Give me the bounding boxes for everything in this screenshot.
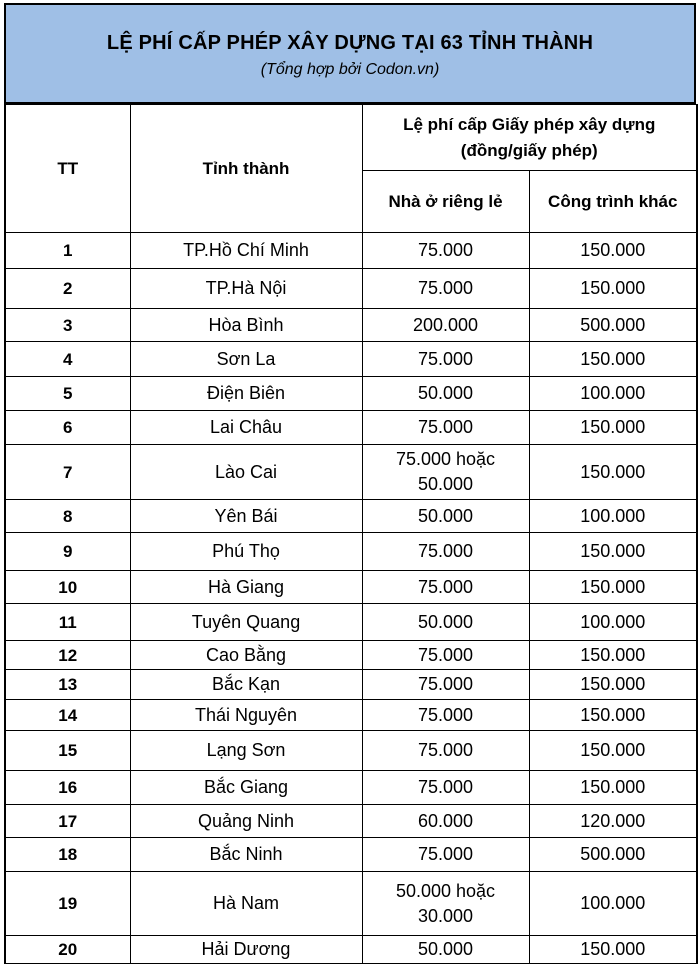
- row-index: 15: [5, 731, 130, 771]
- row-index: 20: [5, 936, 130, 964]
- row-province: Bắc Kạn: [130, 670, 362, 700]
- row-other-fee: 100.000: [529, 872, 697, 936]
- row-other-fee: 150.000: [529, 411, 697, 445]
- row-other-fee: 150.000: [529, 731, 697, 771]
- row-index: 1: [5, 233, 130, 269]
- fee-table: [4, 104, 698, 964]
- row-other-fee: 500.000: [529, 838, 697, 872]
- row-index: 10: [5, 571, 130, 604]
- row-index: 6: [5, 411, 130, 445]
- table-row: [5, 838, 697, 872]
- row-other-fee: 500.000: [529, 309, 697, 342]
- row-house-fee: 75.000: [362, 838, 529, 872]
- row-province: Hải Dương: [130, 936, 362, 964]
- row-other-fee: 150.000: [529, 700, 697, 731]
- table-row: [5, 936, 697, 964]
- table-row: [5, 533, 697, 571]
- table-row: [5, 700, 697, 731]
- row-other-fee: 150.000: [529, 342, 697, 377]
- row-province: Quảng Ninh: [130, 805, 362, 838]
- row-house-fee: 75.000 hoặc 50.000: [362, 445, 529, 500]
- table-row: [5, 411, 697, 445]
- title-block: [4, 3, 696, 104]
- row-other-fee: 100.000: [529, 500, 697, 533]
- row-province: TP.Hồ Chí Minh: [130, 233, 362, 269]
- page-subtitle: (Tổng hợp bởi Codon.vn): [260, 61, 440, 78]
- row-other-fee: 150.000: [529, 269, 697, 309]
- header-province: Tỉnh thành: [130, 105, 362, 233]
- row-province: Bắc Ninh: [130, 838, 362, 872]
- table-row: [5, 872, 697, 936]
- row-house-fee: 75.000: [362, 342, 529, 377]
- row-index: 19: [5, 872, 130, 936]
- row-house-fee: 75.000: [362, 411, 529, 445]
- row-house-fee: 75.000: [362, 233, 529, 269]
- row-house-fee: 50.000: [362, 377, 529, 411]
- row-index: 5: [5, 377, 130, 411]
- table-row: [5, 309, 697, 342]
- row-other-fee: 150.000: [529, 771, 697, 805]
- row-house-fee: 75.000: [362, 571, 529, 604]
- row-other-fee: 100.000: [529, 377, 697, 411]
- row-index: 7: [5, 445, 130, 500]
- header-index: TT: [5, 105, 130, 233]
- row-other-fee: 150.000: [529, 571, 697, 604]
- table-row: [5, 731, 697, 771]
- row-province: Bắc Giang: [130, 771, 362, 805]
- row-index: 12: [5, 641, 130, 670]
- table-row: [5, 445, 697, 500]
- table-row: [5, 805, 697, 838]
- row-other-fee: 150.000: [529, 936, 697, 964]
- row-index: 11: [5, 604, 130, 641]
- row-house-fee: 50.000: [362, 500, 529, 533]
- row-index: 17: [5, 805, 130, 838]
- row-province: Sơn La: [130, 342, 362, 377]
- row-index: 13: [5, 670, 130, 700]
- table-row: [5, 670, 697, 700]
- row-house-fee: 50.000: [362, 604, 529, 641]
- fee-table-body: [5, 233, 697, 964]
- row-index: 3: [5, 309, 130, 342]
- row-province: Yên Bái: [130, 500, 362, 533]
- row-province: Hà Giang: [130, 571, 362, 604]
- row-index: 2: [5, 269, 130, 309]
- row-province: Hà Nam: [130, 872, 362, 936]
- row-other-fee: 100.000: [529, 604, 697, 641]
- row-house-fee: 75.000: [362, 641, 529, 670]
- row-index: 14: [5, 700, 130, 731]
- row-index: 9: [5, 533, 130, 571]
- header-individual-house: Nhà ở riêng lẻ: [362, 171, 529, 233]
- table-row: [5, 500, 697, 533]
- row-house-fee: 75.000: [362, 269, 529, 309]
- table-row: [5, 342, 697, 377]
- row-province: Thái Nguyên: [130, 700, 362, 731]
- row-index: 16: [5, 771, 130, 805]
- row-province: Điện Biên: [130, 377, 362, 411]
- row-province: Lai Châu: [130, 411, 362, 445]
- header-other-works: Công trình khác: [529, 171, 697, 233]
- row-index: 8: [5, 500, 130, 533]
- row-province: TP.Hà Nội: [130, 269, 362, 309]
- row-province: Phú Thọ: [130, 533, 362, 571]
- row-other-fee: 150.000: [529, 641, 697, 670]
- row-province: Hòa Bình: [130, 309, 362, 342]
- row-other-fee: 150.000: [529, 533, 697, 571]
- row-province: Tuyên Quang: [130, 604, 362, 641]
- row-house-fee: 75.000: [362, 771, 529, 805]
- table-row: [5, 604, 697, 641]
- row-house-fee: 75.000: [362, 533, 529, 571]
- table-row: [5, 233, 697, 269]
- row-house-fee: 75.000: [362, 670, 529, 700]
- header-fee-group: Lệ phí cấp Giấy phép xây dựng (đồng/giấy phép): [362, 105, 697, 171]
- row-other-fee: 150.000: [529, 233, 697, 269]
- page-title: LỆ PHÍ CẤP PHÉP XÂY DỰNG TẠI 63 TỈNH THÀNH: [106, 32, 594, 54]
- table-row: [5, 377, 697, 411]
- row-house-fee: 60.000: [362, 805, 529, 838]
- table-row: [5, 269, 697, 309]
- row-other-fee: 150.000: [529, 445, 697, 500]
- row-house-fee: 75.000: [362, 700, 529, 731]
- row-province: Lạng Sơn: [130, 731, 362, 771]
- table-row: [5, 571, 697, 604]
- row-other-fee: 120.000: [529, 805, 697, 838]
- row-house-fee: 50.000: [362, 936, 529, 964]
- row-index: 18: [5, 838, 130, 872]
- table-row: [5, 771, 697, 805]
- table-row: [5, 641, 697, 670]
- row-province: Lào Cai: [130, 445, 362, 500]
- row-other-fee: 150.000: [529, 670, 697, 700]
- row-house-fee: 200.000: [362, 309, 529, 342]
- header-row-1: [5, 105, 697, 171]
- row-province: Cao Bằng: [130, 641, 362, 670]
- row-house-fee: 75.000: [362, 731, 529, 771]
- row-index: 4: [5, 342, 130, 377]
- row-house-fee: 50.000 hoặc 30.000: [362, 872, 529, 936]
